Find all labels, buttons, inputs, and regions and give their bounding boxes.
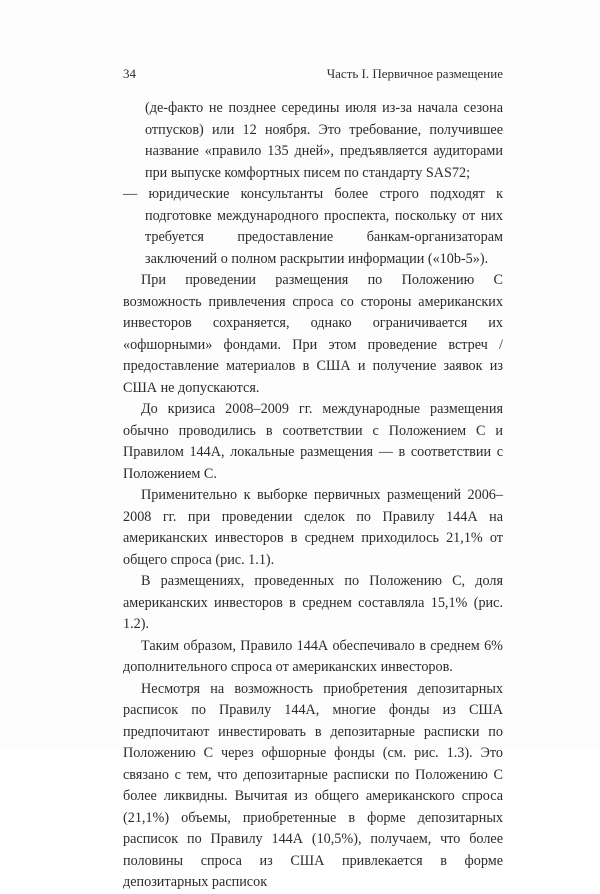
paragraph: До кризиса 2008–2009 гг. международные размещения обычно проводились в соответствии с Положением С и Правилом 144А, локальные размещения — в соответствии с Положением С. xyxy=(123,401,503,482)
page-number: 34 xyxy=(123,66,136,81)
paragraph: Таким образом, Правило 144А обеспечивало в среднем 6% дополнительного спроса от американских инвесторов. xyxy=(123,637,503,675)
paragraph: При проведении размещения по Положению С возможность привлечения спроса со стороны американских инвесторов сохраняется, однако ограничивается их «офшорными» фондами. При этом проведение встреч / предоставление материалов в США и получение заявок из США не допускаются. xyxy=(123,272,503,396)
paragraph: Применительно к выборке первичных размещений 2006–2008 гг. при проведении сделок по Правилу 144А на американских инвесторов в среднем приходилось 21,1% от общего спроса (рис. 1.1). xyxy=(123,487,503,568)
paragraph: В размещениях, проведенных по Положению С, доля американских инвесторов в среднем составляла 15,1% (рис. 1.2). xyxy=(123,573,503,632)
chapter-title: Часть I. Первичное размещение xyxy=(326,66,503,81)
body-text xyxy=(123,98,503,894)
continued-list-item: (де-факто не позднее середины июля из-за начала сезона отпусков) или 12 ноября. Это требование, получившее название «правило 135 дней», предъявляется аудиторами при выпуске комфортных писем по стандарту SAS72; xyxy=(145,100,503,181)
running-header xyxy=(123,66,503,84)
paragraph: Несмотря на возможность приобретения депозитарных расписок по Правилу 144А, многие фонды из США предпочитают инвестировать в депозитарные расписки по Положению С через офшорные фонды (см. рис. 1.3). Это связано с тем, что депозитарные расписки по Положению С более ликвидны. Вычитая из общего американского спроса (21,1%) объемы, приобретенные в форме депозитарных расписок по Правилу 144А (10,5%), получаем, что более половины спроса из США привлекается в форме депозитарных расписок xyxy=(123,680,503,890)
list-item-dash: — юридические консультанты более строго подходят к подготовке международного проспекта, поскольку от них требуется предоставление банкам-организаторам заключений о полном раскрытии информации («10b-5»). xyxy=(123,186,503,267)
